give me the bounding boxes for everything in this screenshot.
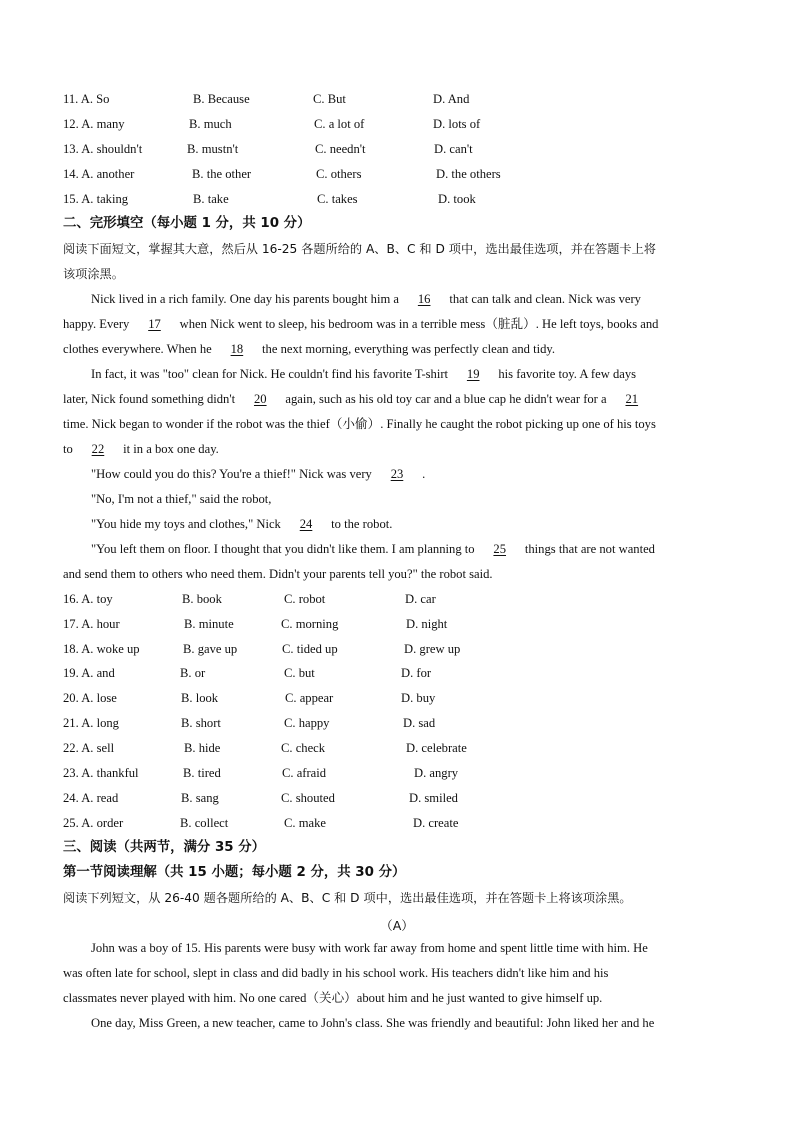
section-3-title: 三、阅读（共两节，满分 35 分） [63, 840, 266, 855]
blank-22: 22 [91, 442, 105, 456]
passage-label: （A） [380, 918, 414, 933]
option-row-22: 22. A. sell B. hide C. check D. celebrate [63, 741, 467, 755]
option-row-23: 23. A. thankful B. tired C. afraid D. angry [63, 766, 459, 780]
option-a: 11. A. So [63, 92, 110, 106]
option-row-18: 18. A. woke up B. gave up C. tided up D. grew up [63, 642, 461, 656]
passage-line: time. Nick began to wonder if the robot was the thief（小偷）. Finally he caught the robot picking up one of his toys [63, 417, 656, 431]
passage-line: Nick lived in a rich family. One day his parents bought him a 16 that can talk and clean. Nick was very [91, 292, 641, 306]
blank-18: 18 [230, 342, 244, 356]
option-c: C. others [316, 167, 362, 181]
option-row-24: 24. A. read B. sang C. shouted D. smiled [63, 791, 458, 805]
option-d: D. And [433, 92, 470, 106]
option-row-15 [63, 191, 743, 207]
option-row-19: 19. A. and B. or C. but D. for [63, 666, 432, 680]
option-c: C. a lot of [314, 117, 365, 131]
option-d: D. the others [436, 167, 501, 181]
passage-line: "How could you do this? You're a thief!" Nick was very 23 . [91, 467, 426, 481]
passage-line: and send them to others who need them. Didn't your parents tell you?" the robot said. [63, 567, 493, 581]
option-row-14 [63, 166, 743, 182]
blank-20: 20 [253, 392, 267, 406]
option-row-17: 17. A. hour B. minute C. morning D. night [63, 617, 448, 631]
section-2-instruction-cont: 该项涂黑。 [63, 267, 124, 281]
blank-19: 19 [466, 367, 480, 381]
blank-25: 25 [493, 542, 507, 556]
section-3-instruction: 阅读下列短文，从 26-40 题各题所给的 A、B、C 和 D 项中，选出最佳选项，并在答题卡上将该项涂黑。 [63, 891, 632, 905]
passage-line: happy. Every 17 when Nick went to sleep, his bedroom was in a terrible mess（脏乱）. He left toys, books and [63, 317, 659, 331]
section-2-instruction: 阅读下面短文，掌握其大意，然后从 16-25 各题所给的 A、B、C 和 D 项中，选出最佳选项，并在答题卡上将 [63, 242, 656, 256]
option-a: 12. A. many [63, 117, 125, 131]
option-d: D. lots of [433, 117, 481, 131]
option-a: 13. A. shouldn't [63, 142, 143, 156]
passage-line: later, Nick found something didn't 20 again, such as his old toy car and a blue cap he didn't wear for a 21 [63, 391, 654, 407]
blank-24: 24 [299, 517, 313, 531]
blank-21: 21 [625, 392, 639, 406]
blank-17: 17 [148, 317, 161, 331]
option-row-13 [63, 141, 743, 157]
reading-line: classmates never played with him. No one cared（关心）about him and he just wanted to give himself up. [63, 991, 603, 1005]
section-3-subtitle: 第一节阅读理解（共 15 小题；每小题 2 分，共 30 分） [63, 865, 406, 880]
option-a: 15. A. taking [63, 192, 129, 206]
option-a: 14. A. another [63, 167, 135, 181]
option-d: D. can't [434, 142, 473, 156]
option-b: B. the other [192, 167, 252, 181]
option-row-11 [63, 91, 743, 107]
option-c: C. needn't [315, 142, 366, 156]
option-d: D. took [438, 192, 476, 206]
passage-line: clothes everywhere. When he 18 the next morning, everything was perfectly clean and tidy. [63, 342, 555, 356]
passage-line: "You left them on floor. I thought that you didn't like them. I am planning to 25 things that are not wanted [91, 542, 655, 556]
blank-16: 16 [417, 292, 431, 306]
option-b: B. take [193, 192, 229, 206]
option-row-16: 16. A. toy B. book C. robot D. car [63, 592, 436, 606]
reading-line: One day, Miss Green, a new teacher, came to John's class. She was friendly and beautiful: John liked her and he [91, 1016, 655, 1030]
option-c: C. takes [317, 192, 358, 206]
reading-line: John was a boy of 15. His parents were busy with work far away from home and spent little time with him. He [91, 941, 648, 955]
option-b: B. much [189, 117, 232, 131]
passage-line: "No, I'm not a thief," said the robot, [91, 492, 272, 506]
option-row-25: 25. A. order B. collect C. make D. create [63, 816, 459, 830]
option-row-12 [63, 116, 743, 132]
passage-line: In fact, it was "too" clean for Nick. He couldn't find his favorite T-shirt 19 his favorite toy. A few days [91, 367, 637, 381]
reading-line: was often late for school, slept in class and did badly in his school work. His teachers didn't like him and his [63, 966, 609, 980]
option-b: B. mustn't [187, 142, 239, 156]
section-2-title: 二、完形填空（每小题 1 分，共 10 分） [63, 216, 311, 231]
option-b: B. Because [193, 92, 250, 106]
option-c: C. But [313, 92, 346, 106]
passage-line: "You hide my toys and clothes," Nick 24 to the robot. [91, 517, 393, 531]
blank-23: 23 [390, 467, 404, 481]
option-row-20: 20. A. lose B. look C. appear D. buy [63, 691, 436, 705]
passage-line: to 22 it in a box one day. [63, 442, 219, 456]
option-row-21: 21. A. long B. short C. happy D. sad [63, 716, 436, 730]
